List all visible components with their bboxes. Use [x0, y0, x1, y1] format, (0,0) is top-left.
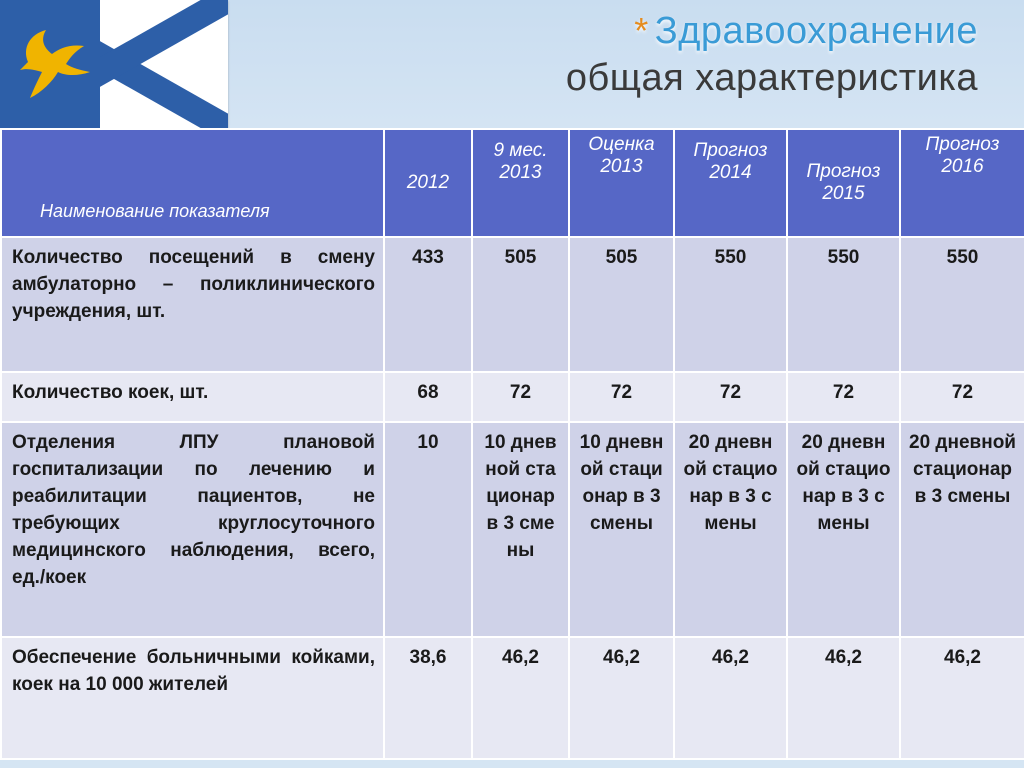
- table-cell: 505: [472, 237, 569, 372]
- table-cell: 72: [472, 372, 569, 422]
- column-header-forecast-2014: Прогноз 2014: [674, 129, 787, 237]
- table-cell: 46,2: [569, 637, 674, 759]
- title-star: *: [634, 10, 649, 51]
- table-row: [1, 237, 1024, 372]
- table-cell: 46,2: [787, 637, 900, 759]
- table-row: [1, 422, 1024, 637]
- page-subtitle: общая характеристика: [565, 57, 978, 99]
- table-cell: 46,2: [472, 637, 569, 759]
- table-cell: 68: [384, 372, 472, 422]
- table-cell: 20 дневной стационар в 3 смены: [674, 422, 787, 637]
- column-header-2012: 2012: [384, 129, 472, 237]
- table-cell: 20 дневной стационар в 3 смены: [900, 422, 1024, 637]
- table-cell: 505: [569, 237, 674, 372]
- row-label: Обеспечение больничными койками, коек на 10 000 жителей: [1, 637, 384, 759]
- regional-flag: [0, 0, 228, 128]
- table-row: [1, 372, 1024, 422]
- table-cell: 72: [787, 372, 900, 422]
- table-cell: 550: [900, 237, 1024, 372]
- table-cell: 46,2: [900, 637, 1024, 759]
- table-cell: 433: [384, 237, 472, 372]
- column-header-forecast-2016: Прогноз 2016: [900, 129, 1024, 237]
- table-cell: 10 дневной стационар в 3 смены: [472, 422, 569, 637]
- indicators-table: [0, 128, 1024, 760]
- table-cell: 550: [787, 237, 900, 372]
- row-label: Отделения ЛПУ плановой госпитализации по лечению и реабилитации пациентов, не требующих круглосуточного медицинского наблюдения, всего, ед./коек: [1, 422, 384, 637]
- page-title: [566, 10, 978, 53]
- table-header-row: [1, 129, 1024, 237]
- table-cell: 72: [674, 372, 787, 422]
- table-cell: 46,2: [674, 637, 787, 759]
- table-cell: 10 дневной стационар в 3 смены: [569, 422, 674, 637]
- table-cell: 10: [384, 422, 472, 637]
- column-header-name: Наименование показателя: [1, 129, 384, 237]
- table-cell: 550: [674, 237, 787, 372]
- page-title-text: Здравоохранение: [654, 10, 978, 52]
- row-label: Количество посещений в смену амбулаторно – поликлинического учреждения, шт.: [1, 237, 384, 372]
- column-header-estimate-2013: Оценка 2013: [569, 129, 674, 237]
- column-header-forecast-2015: Прогноз 2015: [787, 129, 900, 237]
- table-cell: 72: [900, 372, 1024, 422]
- table-row: [1, 637, 1024, 759]
- table-cell: 72: [569, 372, 674, 422]
- table-cell: 38,6: [384, 637, 472, 759]
- table-cell: 20 дневной стационар в 3 смены: [787, 422, 900, 637]
- flag-graphic: [0, 0, 228, 128]
- row-label: Количество коек, шт.: [1, 372, 384, 422]
- column-header-9m-2013: 9 мес. 2013: [472, 129, 569, 237]
- page-title-block: [566, 10, 978, 100]
